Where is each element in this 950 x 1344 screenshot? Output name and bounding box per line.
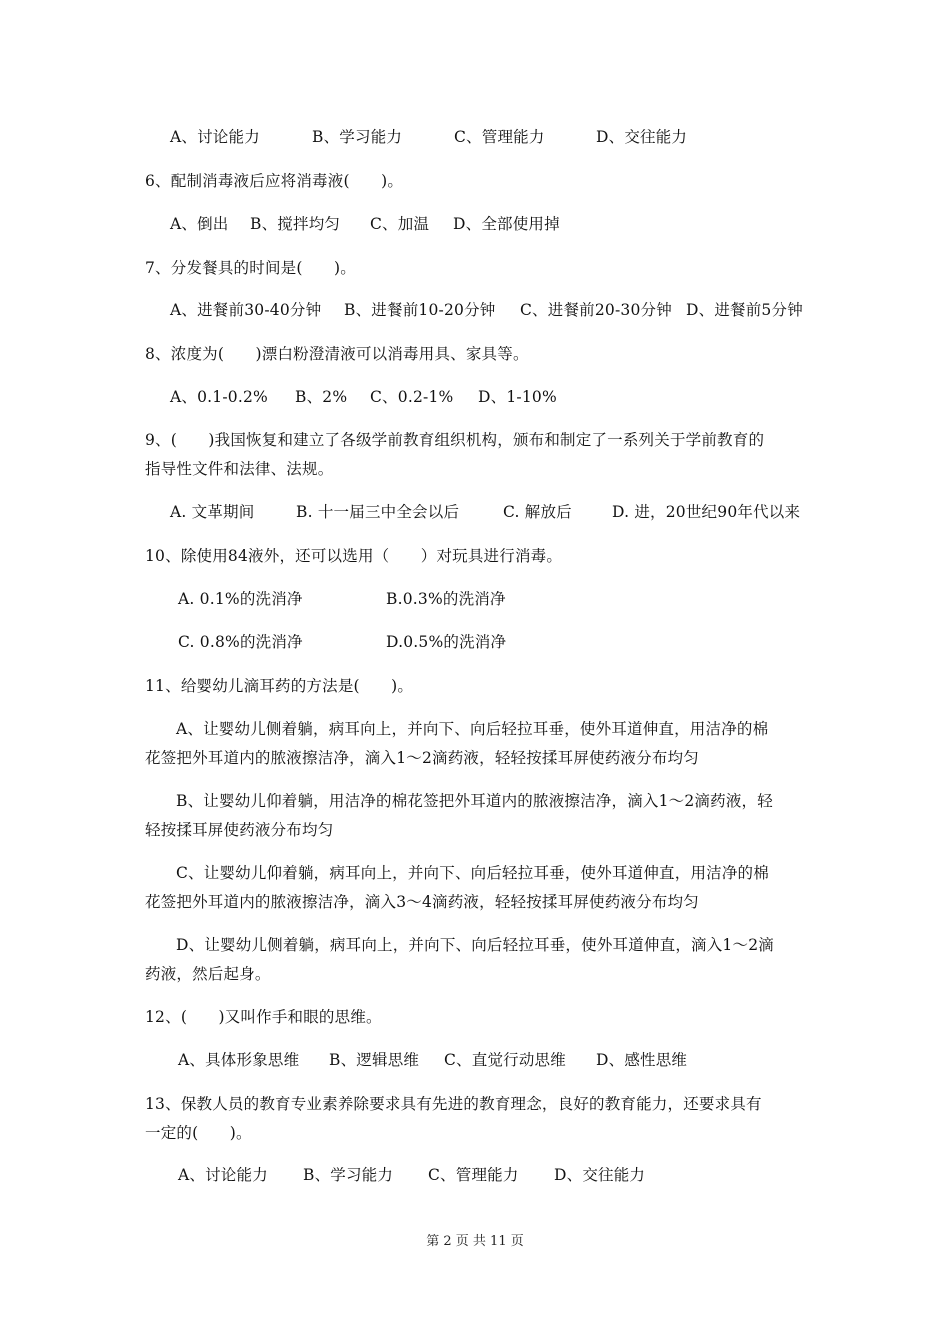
q10-option-b: B.0.3%的洗消净 <box>386 590 506 608</box>
q13-stem-line1: 13、保教人员的教育专业素养除要求具有先进的教育理念，良好的教育能力，还要求具有 <box>145 1095 762 1113</box>
q13-option-a: A、讨论能力 <box>178 1166 268 1184</box>
q11-option-c-line2: 花签把外耳道内的脓液擦洁净，滴入3～4滴药液，轻轻按揉耳屏使药液分布均匀 <box>145 893 699 911</box>
q7-stem: 7、分发餐具的时间是( )。 <box>145 259 356 277</box>
q7-option-b: B、进餐前10-20分钟 <box>344 301 496 319</box>
q8-option-a: A、0.1-0.2% <box>170 388 268 406</box>
q11-option-a-line1: A、让婴幼儿侧着躺，病耳向上，并向下、向后轻拉耳垂，使外耳道伸直，用洁净的棉 <box>176 720 769 738</box>
q12-option-a: A、具体形象思维 <box>178 1051 300 1069</box>
q10-stem: 10、除使用84液外，还可以选用（ ）对玩具进行消毒。 <box>145 547 563 565</box>
q11-stem: 11、给婴幼儿滴耳药的方法是( )。 <box>145 677 414 695</box>
q6-stem: 6、配制消毒液后应将消毒液( )。 <box>145 172 404 190</box>
q6-option-d: D、全部使用掉 <box>453 215 560 233</box>
q8-stem: 8、浓度为( )漂白粉澄清液可以消毒用具、家具等。 <box>145 345 529 363</box>
q13-option-b: B、学习能力 <box>303 1166 394 1184</box>
q8-option-d: D、1-10% <box>478 388 557 406</box>
q13-stem-line2: 一定的( )。 <box>145 1124 252 1142</box>
q6-option-b: B、搅拌均匀 <box>250 215 341 233</box>
q5-option-a: A、讨论能力 <box>170 128 260 146</box>
q8-option-c: C、0.2-1% <box>370 388 454 406</box>
q9-stem-line1: 9、( )我国恢复和建立了各级学前教育组织机构，颁布和制定了一系列关于学前教育的 <box>145 431 765 449</box>
q11-option-d-line2: 药液，然后起身。 <box>145 965 271 983</box>
q12-option-b: B、逻辑思维 <box>329 1051 420 1069</box>
q7-option-a: A、进餐前30-40分钟 <box>170 301 322 319</box>
q9-option-b: B. 十一届三中全会以后 <box>296 503 460 521</box>
q9-option-d: D. 进，20世纪90年代以来 <box>612 503 801 521</box>
q11-option-c-line1: C、让婴幼儿仰着躺，病耳向上，并向下、向后轻拉耳垂，使外耳道伸直，用洁净的棉 <box>176 864 769 882</box>
q7-option-d: D、进餐前5分钟 <box>686 301 803 319</box>
q12-option-c: C、直觉行动思维 <box>444 1051 566 1069</box>
q10-option-d: D.0.5%的洗消净 <box>386 633 507 651</box>
q11-option-d-line1: D、让婴幼儿侧着躺，病耳向上，并向下、向后轻拉耳垂，使外耳道伸直，滴入1～2滴 <box>176 936 774 954</box>
q11-option-b-line1: B、让婴幼儿仰着躺，用洁净的棉花签把外耳道内的脓液擦洁净，滴入1～2滴药液，轻 <box>176 792 773 810</box>
q10-option-a: A. 0.1%的洗消净 <box>178 590 303 608</box>
q13-option-c: C、管理能力 <box>428 1166 519 1184</box>
q7-option-c: C、进餐前20-30分钟 <box>520 301 672 319</box>
q6-option-c: C、加温 <box>370 215 430 233</box>
q9-stem-line2: 指导性文件和法律、法规。 <box>145 460 334 478</box>
q5-option-d: D、交往能力 <box>596 128 688 146</box>
q5-option-b: B、学习能力 <box>312 128 403 146</box>
q12-stem: 12、( )又叫作手和眼的思维。 <box>145 1008 382 1026</box>
q9-option-c: C. 解放后 <box>503 503 572 521</box>
q12-option-d: D、感性思维 <box>596 1051 688 1069</box>
page-number-footer: 第 2 页 共 11 页 <box>426 1234 524 1249</box>
q8-option-b: B、2% <box>295 388 348 406</box>
q13-option-d: D、交往能力 <box>554 1166 646 1184</box>
q5-option-c: C、管理能力 <box>454 128 545 146</box>
q11-option-a-line2: 花签把外耳道内的脓液擦洁净，滴入1～2滴药液，轻轻按揉耳屏使药液分布均匀 <box>145 749 699 767</box>
q6-option-a: A、倒出 <box>170 215 229 233</box>
q11-option-b-line2: 轻按揉耳屏使药液分布均匀 <box>145 821 334 839</box>
q10-option-c: C. 0.8%的洗消净 <box>178 633 303 651</box>
q9-option-a: A. 文革期间 <box>170 503 255 521</box>
